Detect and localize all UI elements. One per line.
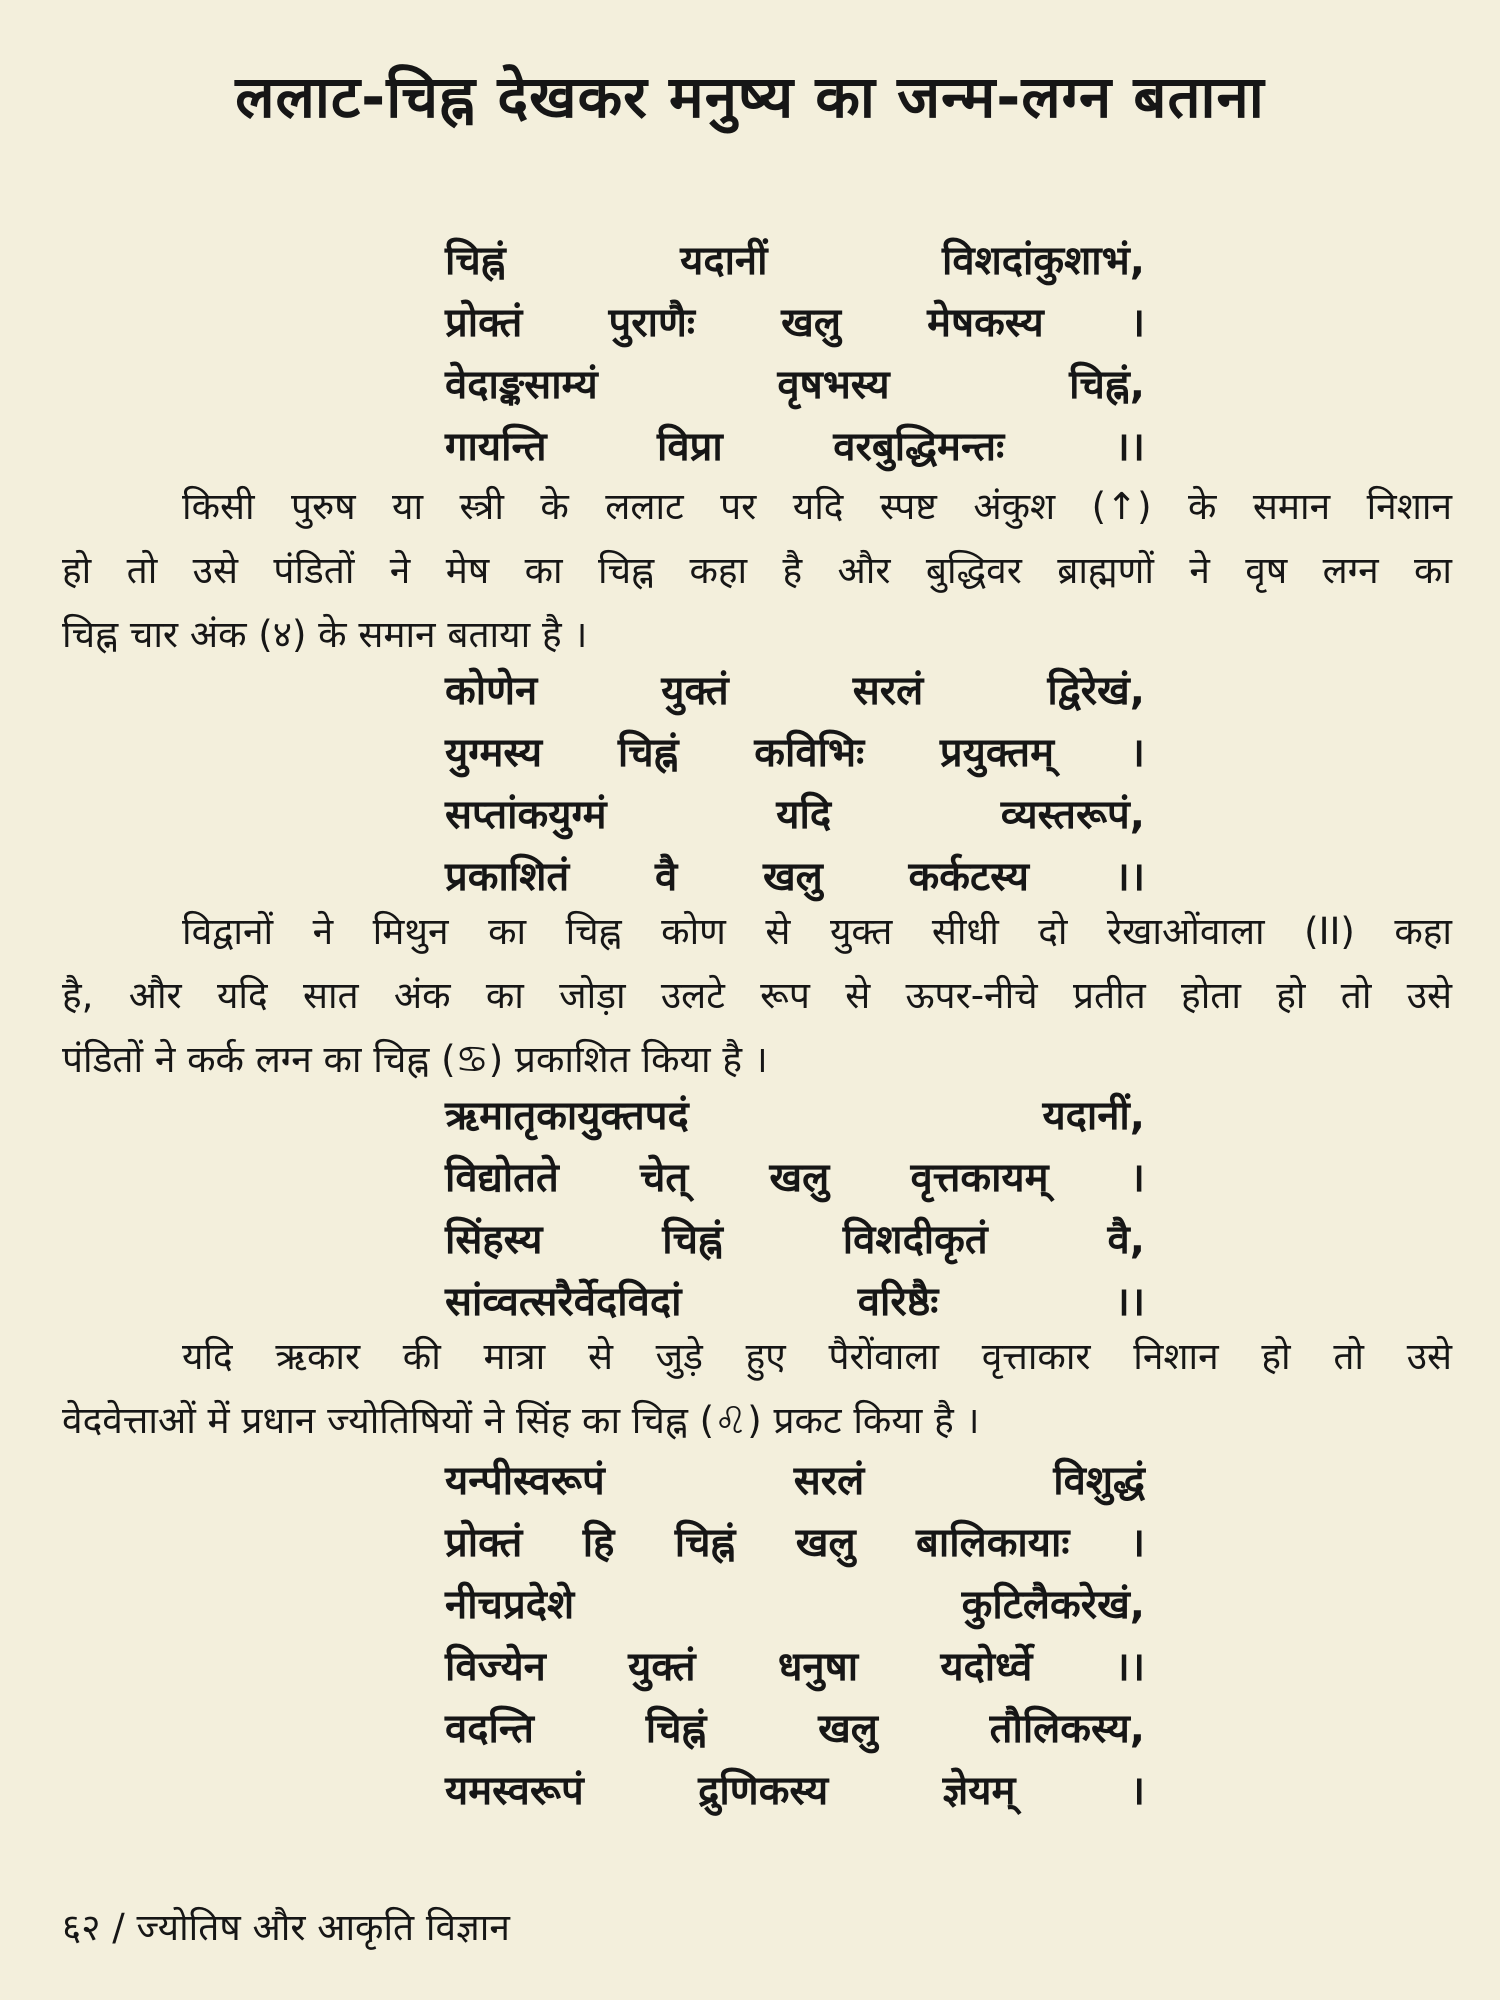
verse-line <box>445 230 1145 292</box>
page-footer: ६२ / ज्योतिष और आकृति विज्ञान <box>62 1906 510 1949</box>
verse-word: विशदांकुशाभं, <box>941 238 1145 284</box>
verse-line <box>445 416 1145 478</box>
verse-word: चिह्नं, <box>1069 362 1145 408</box>
verse-word: खलु <box>762 854 823 900</box>
prose-line: यदि ऋकार की मात्रा से जुड़े हुए पैरोंवाला वृत्ताकार निशान हो तो उसे <box>182 1335 1452 1378</box>
verse-word: ऋमातृकायुक्तपदं <box>445 1093 689 1139</box>
verse-word: विप्रा <box>657 424 723 470</box>
verse-block-4 <box>445 1085 1145 1333</box>
page-title: ललाट-चिह्न देखकर मनुष्य का जन्म-लग्न बताना <box>235 63 1265 131</box>
verse-word: ।। <box>1114 854 1145 900</box>
verse-word: यदानीं <box>680 238 768 284</box>
verse-word: प्रोक्तं <box>445 1520 523 1566</box>
verse-word: प्रोक्तं <box>445 300 523 346</box>
verse-line <box>445 660 1145 722</box>
verse-word: सरलं <box>852 668 924 714</box>
verse-word: युक्तं <box>661 668 729 714</box>
verse-word: सांव्वत्सरैर्वेदविदां <box>445 1279 682 1325</box>
verse-word: वृषभस्य <box>777 362 890 408</box>
prose-line: पंडितों ने कर्क लग्न का चिह्न (♋) प्रकाशित किया है । <box>62 1038 768 1081</box>
verse-word: चेत् <box>639 1155 689 1201</box>
verse-word: । <box>1129 730 1145 776</box>
prose-paragraph-5 <box>62 1325 1452 1453</box>
verse-line <box>445 722 1145 784</box>
verse-word: विशदीकृतं <box>842 1217 988 1263</box>
prose-line: वेदवेत्ताओं में प्रधान ज्योतिषियों ने सिंह का चिह्न (♌) प्रकट किया है । <box>62 1399 980 1442</box>
verse-word: खलु <box>818 1706 878 1752</box>
verse-word: खलु <box>769 1155 830 1201</box>
verse-block-6 <box>445 1450 1145 1822</box>
verse-word: ।। <box>1114 1644 1145 1690</box>
verse-word: चिह्नं <box>445 238 506 284</box>
verse-word: व्यस्तरूपं, <box>1000 792 1145 838</box>
verse-word: सप्तांकयुग्मं <box>445 792 607 838</box>
verse-word: सरलं <box>793 1458 865 1504</box>
prose-paragraph-3 <box>62 900 1452 1092</box>
verse-line <box>445 1636 1145 1698</box>
verse-line <box>445 1147 1145 1209</box>
verse-word: हि <box>582 1520 615 1566</box>
verse-word: कोणेन <box>445 668 538 714</box>
verse-line <box>445 1698 1145 1760</box>
verse-word: यन्पीस्वरूपं <box>445 1458 605 1504</box>
verse-word: बालिकायाः <box>916 1520 1070 1566</box>
verse-word: सिंहस्य <box>445 1217 543 1263</box>
verse-line <box>445 784 1145 846</box>
verse-line <box>445 354 1145 416</box>
verse-word: खलु <box>795 1520 856 1566</box>
verse-line <box>445 1450 1145 1512</box>
verse-line <box>445 1209 1145 1271</box>
verse-word: यदानीं, <box>1042 1093 1145 1139</box>
verse-word: यदि <box>776 792 832 838</box>
verse-line <box>445 1271 1145 1333</box>
verse-line <box>445 292 1145 354</box>
verse-word: प्रयुक्तम् <box>939 730 1055 776</box>
verse-word: चिह्नं <box>617 730 679 776</box>
verse-word: ।। <box>1114 1279 1145 1325</box>
verse-word: चिह्नं <box>645 1706 707 1752</box>
verse-word: युग्मस्य <box>445 730 543 776</box>
verse-word: द्विरेखं, <box>1047 668 1145 714</box>
verse-word: वरिष्ठैः <box>857 1279 939 1325</box>
prose-line: विद्वानों ने मिथुन का चिह्न कोण से युक्त सीधी दो रेखाओंवाला (II) कहा <box>182 910 1452 953</box>
verse-word: प्रकाशितं <box>445 854 570 900</box>
verse-word: ज्ञेयम् <box>942 1768 1016 1814</box>
verse-word: वै <box>654 854 678 900</box>
verse-word: विज्येन <box>445 1644 546 1690</box>
verse-word: वदन्ति <box>445 1706 534 1752</box>
prose-line: किसी पुरुष या स्त्री के ललाट पर यदि स्पष्ट अंकुश (↑) के समान निशान <box>182 485 1452 528</box>
verse-word: । <box>1129 1768 1145 1814</box>
verse-word: विद्योतते <box>445 1155 559 1201</box>
verse-word: चिह्नं <box>674 1520 736 1566</box>
prose-line: चिह्न चार अंक (४) के समान बताया है । <box>62 613 588 656</box>
verse-word: ।। <box>1114 424 1145 470</box>
verse-word: चिह्नं <box>662 1217 723 1263</box>
verse-line <box>445 1512 1145 1574</box>
verse-word: वृत्तकायम् <box>910 1155 1049 1201</box>
verse-word: वरबुद्धिमन्तः <box>833 424 1005 470</box>
verse-line <box>445 1574 1145 1636</box>
verse-word: यमस्वरूपं <box>445 1768 584 1814</box>
verse-word: तौलिकस्य, <box>989 1706 1145 1752</box>
verse-word: गायन्ति <box>445 424 547 470</box>
verse-block-2 <box>445 660 1145 908</box>
verse-word: । <box>1129 1155 1145 1201</box>
verse-word: मेषकस्य <box>927 300 1044 346</box>
verse-word: नीचप्रदेशे <box>445 1582 575 1628</box>
prose-line: है, और यदि सात अंक का जोड़ा उलटे रूप से ऊपर-नीचे प्रतीत होता हो तो उसे <box>62 974 1452 1017</box>
verse-word: वै, <box>1107 1217 1145 1263</box>
verse-word: कुटिलैकरेखं, <box>961 1582 1145 1628</box>
verse-word: विशुद्धं <box>1053 1458 1145 1504</box>
verse-word: द्रुणिकस्य <box>698 1768 829 1814</box>
verse-word: पुराणैः <box>608 300 695 346</box>
verse-word: । <box>1129 300 1145 346</box>
verse-word: कर्कटस्य <box>908 854 1029 900</box>
verse-word: यदोर्ध्वे <box>940 1644 1033 1690</box>
prose-line: हो तो उसे पंडितों ने मेष का चिह्न कहा है और बुद्धिवर ब्राह्मणों ने वृष लग्न का <box>62 549 1452 592</box>
verse-word: खलु <box>781 300 841 346</box>
verse-word: । <box>1129 1520 1145 1566</box>
verse-line <box>445 1085 1145 1147</box>
prose-paragraph-1 <box>62 475 1452 667</box>
verse-word: वेदाङ्कसाम्यं <box>445 362 598 408</box>
verse-line <box>445 1760 1145 1822</box>
verse-line <box>445 846 1145 908</box>
verse-word: धनुषा <box>777 1644 859 1690</box>
verse-word: कविभिः <box>754 730 865 776</box>
verse-word: युक्तं <box>628 1644 696 1690</box>
verse-block-0 <box>445 230 1145 478</box>
